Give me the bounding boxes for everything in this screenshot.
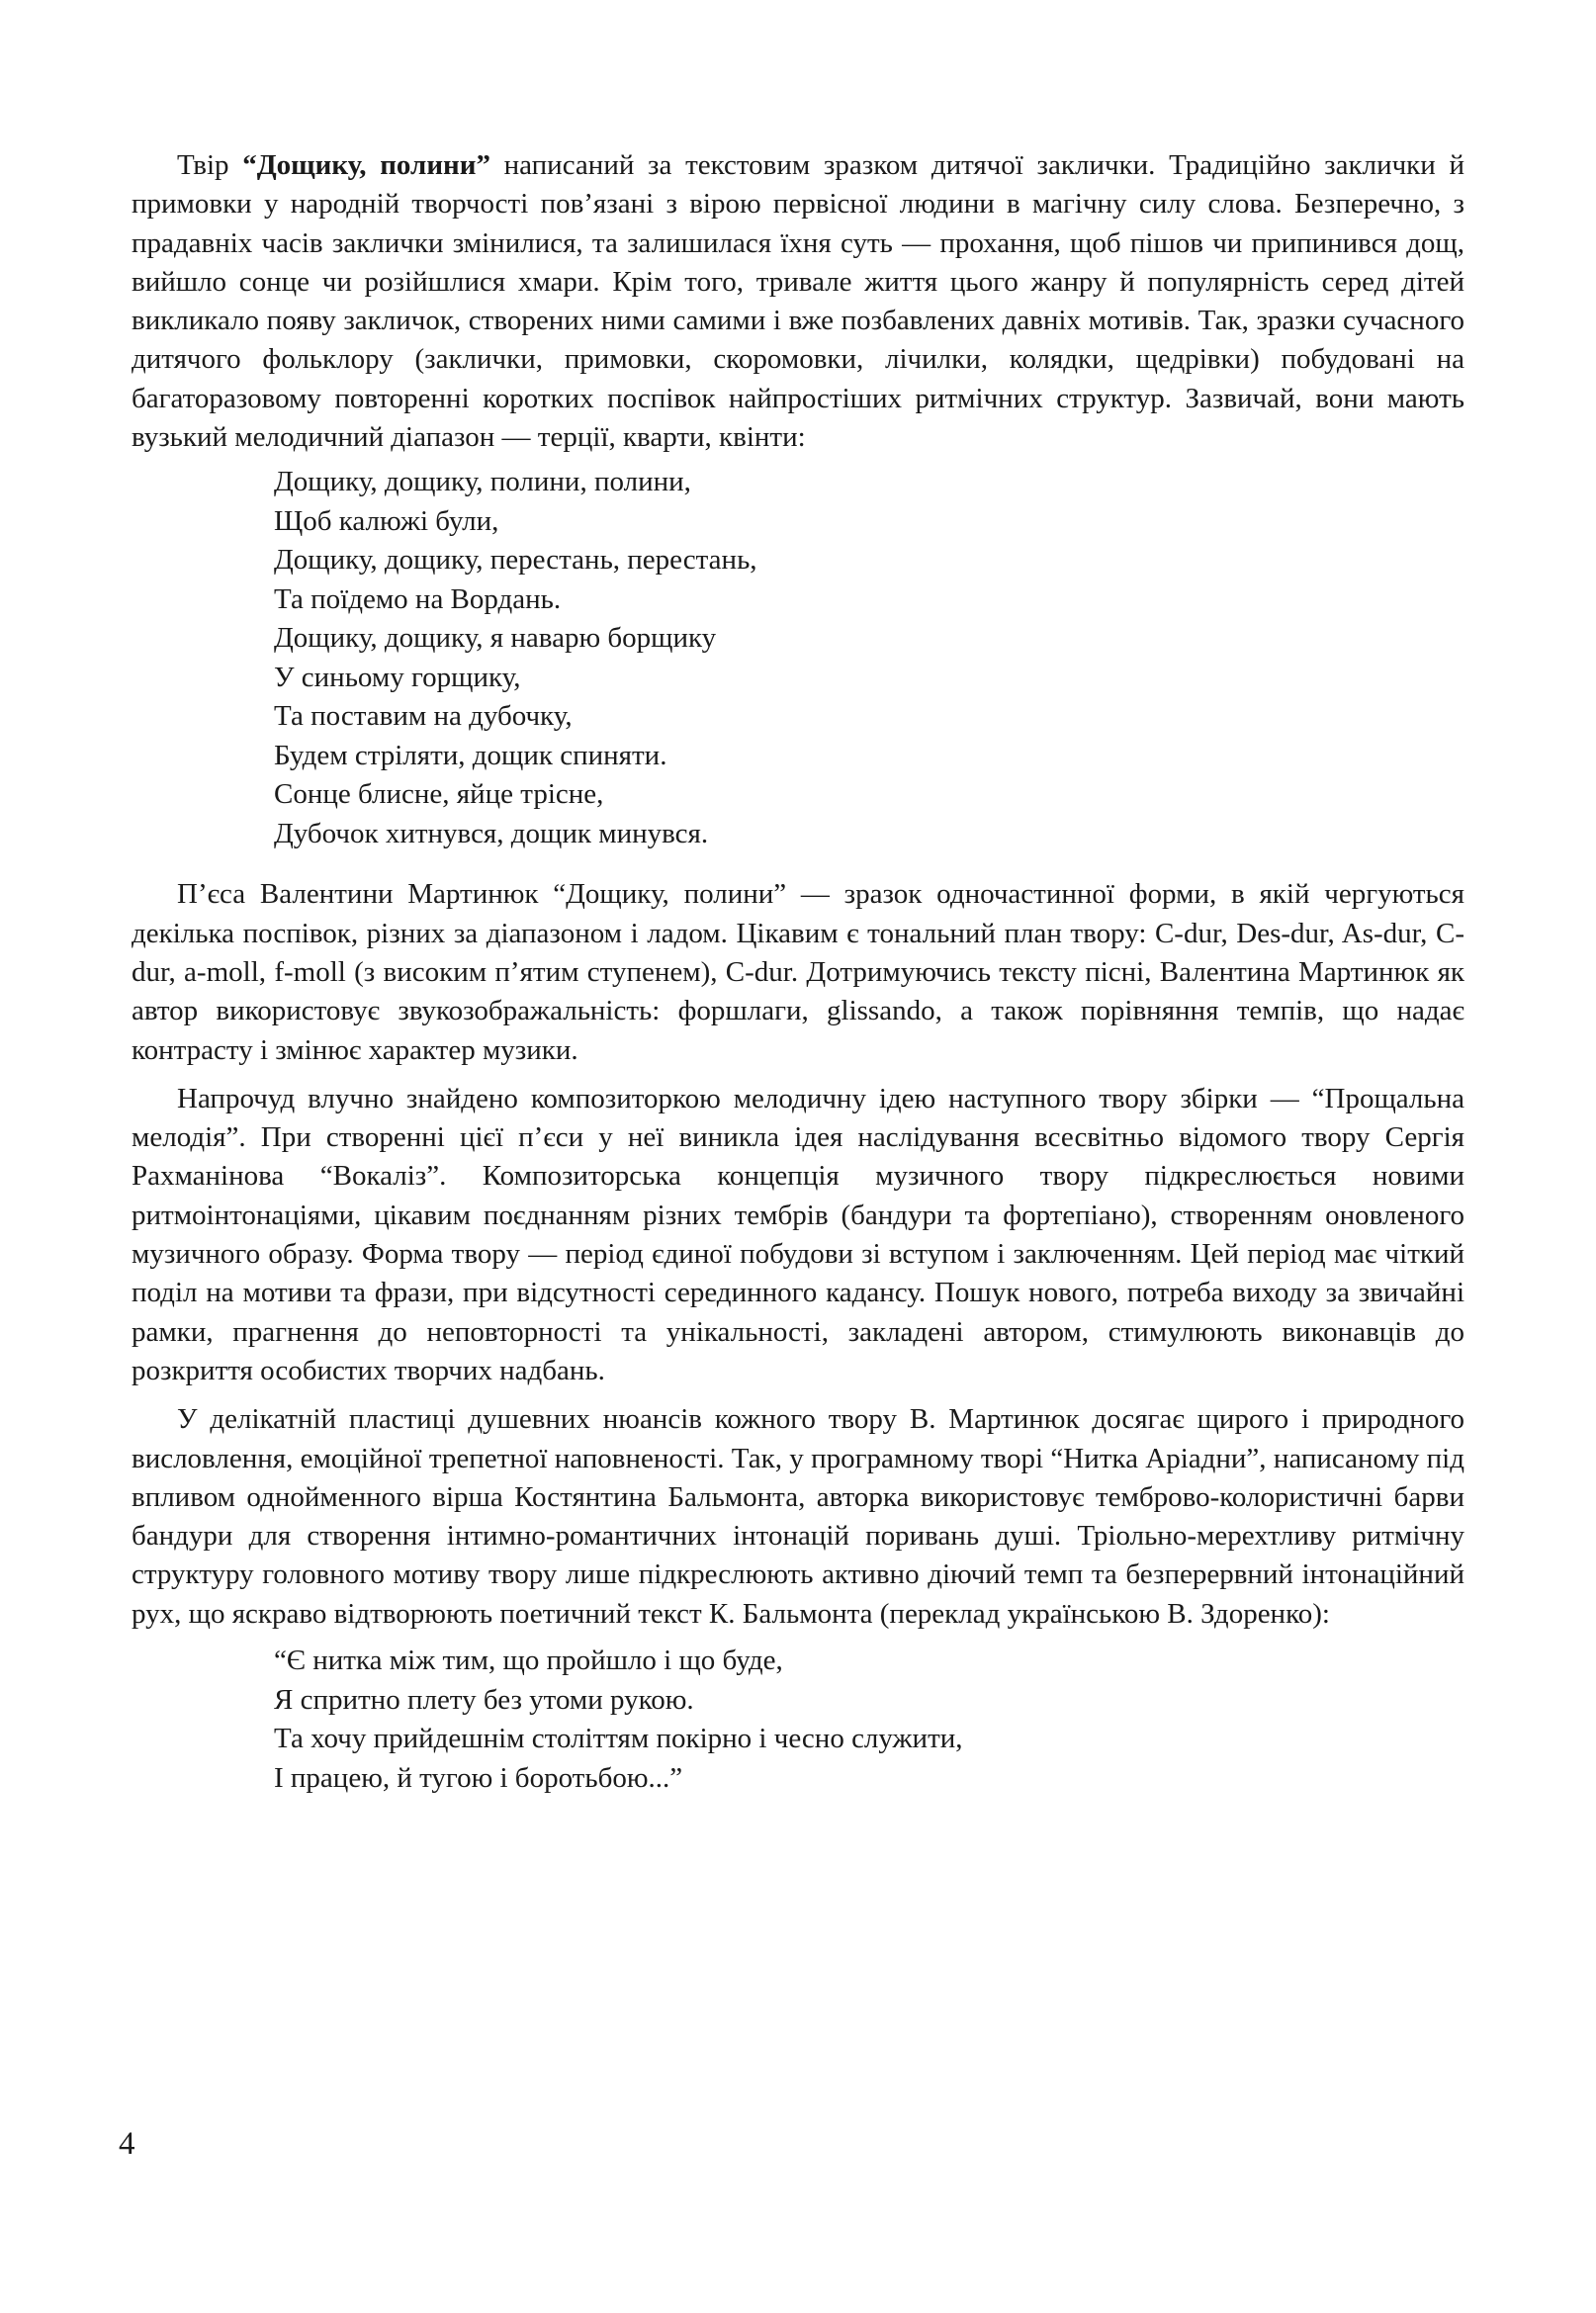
- verse-line: Щоб калюжі були,: [274, 504, 499, 537]
- verse-line: Та поставим на дубочку,: [274, 700, 573, 733]
- verse-line: Будем стріляти, дощик спиняти.: [274, 739, 667, 771]
- paragraph-4: У делікатній пластиці душевних нюансів кожного твору В. Мартинюк досягає щирого і природного висловлення, емоційної трепетної наповненості. Так, у програмному творі “Нитка Аріадни”, написаному під впливом однойменного вірша Костянтина Бальмонта, авторка використовує темброво-колористичні барви бандури для створення інтимно-романтичних інтонацій поривань душі. Тріольно-мерехтливу ритмічну структуру головного мотиву твору лише підкреслюють активно діючий темп та безперервний інтонаційний рух, що яскраво відтворюють поетичний текст К. Бальмонта (переклад українською В. Здоренко):: [132, 1403, 1464, 1630]
- verse-line: І працею, й тугою і боротьбою...”: [274, 1761, 683, 1794]
- verse-line: Дубочок хитнувся, дощик минувся.: [274, 817, 709, 849]
- verse-line: У синьому горщику,: [274, 661, 521, 693]
- paragraph-1-rest: написаний за текстовим зразком дитячої заклички. Традиційно заклички й примовки у народній творчості пов’язані з вірою первісної людини в магічну силу слова. Безперечно, з прадавніх часів заклички змінилися, та залишилася їхня суть — прохання, щоб пішов чи припинився дощ, вийшло сонце чи розійшлися хмари. Крім того, тривале життя цього жанру й популярність серед дітей викликало появу закличок, створених ними самими і вже позбавлених давніх мотивів. Так, зразки сучасного дитячого фольклору (заклички, примовки, скоромовки, лічилки, колядки, щедрівки) побудовані на багаторазовому повторенні коротких поспівок найпростіших ритмічних структур. Зазвичай, вони мають вузький мелодичний діапазон — терції, кварти, квінти:: [132, 149, 1465, 454]
- verse-line: Дощику, дощику, полини, полини,: [274, 466, 691, 498]
- page-body: [132, 146, 1464, 1798]
- verse-line: “Є нитка між тим, що пройшло і що буде,: [274, 1645, 783, 1677]
- page-number: 4: [119, 2126, 135, 2162]
- verse-line: Та хочу прийдешнім століттям покірно і чесно служити,: [274, 1723, 963, 1755]
- paragraph-1-lead: Твір: [177, 149, 243, 181]
- verse-line: Дощику, дощику, я наварю борщику: [274, 622, 717, 655]
- paragraph-3: Напрочуд влучно знайдено композиторкою мелодичну ідею наступного твору збірки — “Прощальна мелодія”. При створенні цієї п’єси у неї виникла ідея наслідування всесвітньо відомого твору Сергія Рахманінова “Вокаліз”. Композиторська концепція музичного твору підкреслюється новими ритмоінтонаціями, цікавим поєднанням різних тембрів (бандури та фортепіано), створенням оновленого музичного образу. Форма твору — період єдиної побудови зі вступом і заключенням. Цей період має чіткий поділ на мотиви та фрази, при відсутності серединного кадансу. Пошук нового, потреба виходу за звичайні рамки, прагнення до неповторності та унікальності, закладені автором, стимулюють виконавців до розкриття особистих творчих надбань.: [132, 1082, 1464, 1386]
- verse-balmont: [274, 1642, 1464, 1798]
- verse-line: Дощику, дощику, перестань, перестань,: [274, 544, 757, 577]
- paragraph-2: П’єса Валентини Мартинюк “Дощику, полини” — зразок одночастинної форми, в якій чергуються декілька поспівок, різних за діапазоном і ладом. Цікавим є тональний план твору: C-dur, Des-dur, As-dur, C-dur, a-moll, f-moll (з високим п’ятим ступенем), C-dur. Дотримуючись тексту пісні, Валентина Мартинюк як автор використовує звукозображальність: форшлаги, glissando, а також порівняння темпів, що надає контрасту і змінює характер музики.: [132, 878, 1464, 1066]
- work-title-bold: “Дощику, полини”: [242, 149, 490, 181]
- paragraph-1: [132, 146, 1464, 457]
- verse-line: Я спритно плету без утоми рукою.: [274, 1683, 694, 1716]
- verse-line: Сонце блисне, яйце трісне,: [274, 778, 604, 811]
- verse-rain-chant: [274, 463, 1464, 853]
- verse-line: Та поїдемо на Вордань.: [274, 582, 562, 615]
